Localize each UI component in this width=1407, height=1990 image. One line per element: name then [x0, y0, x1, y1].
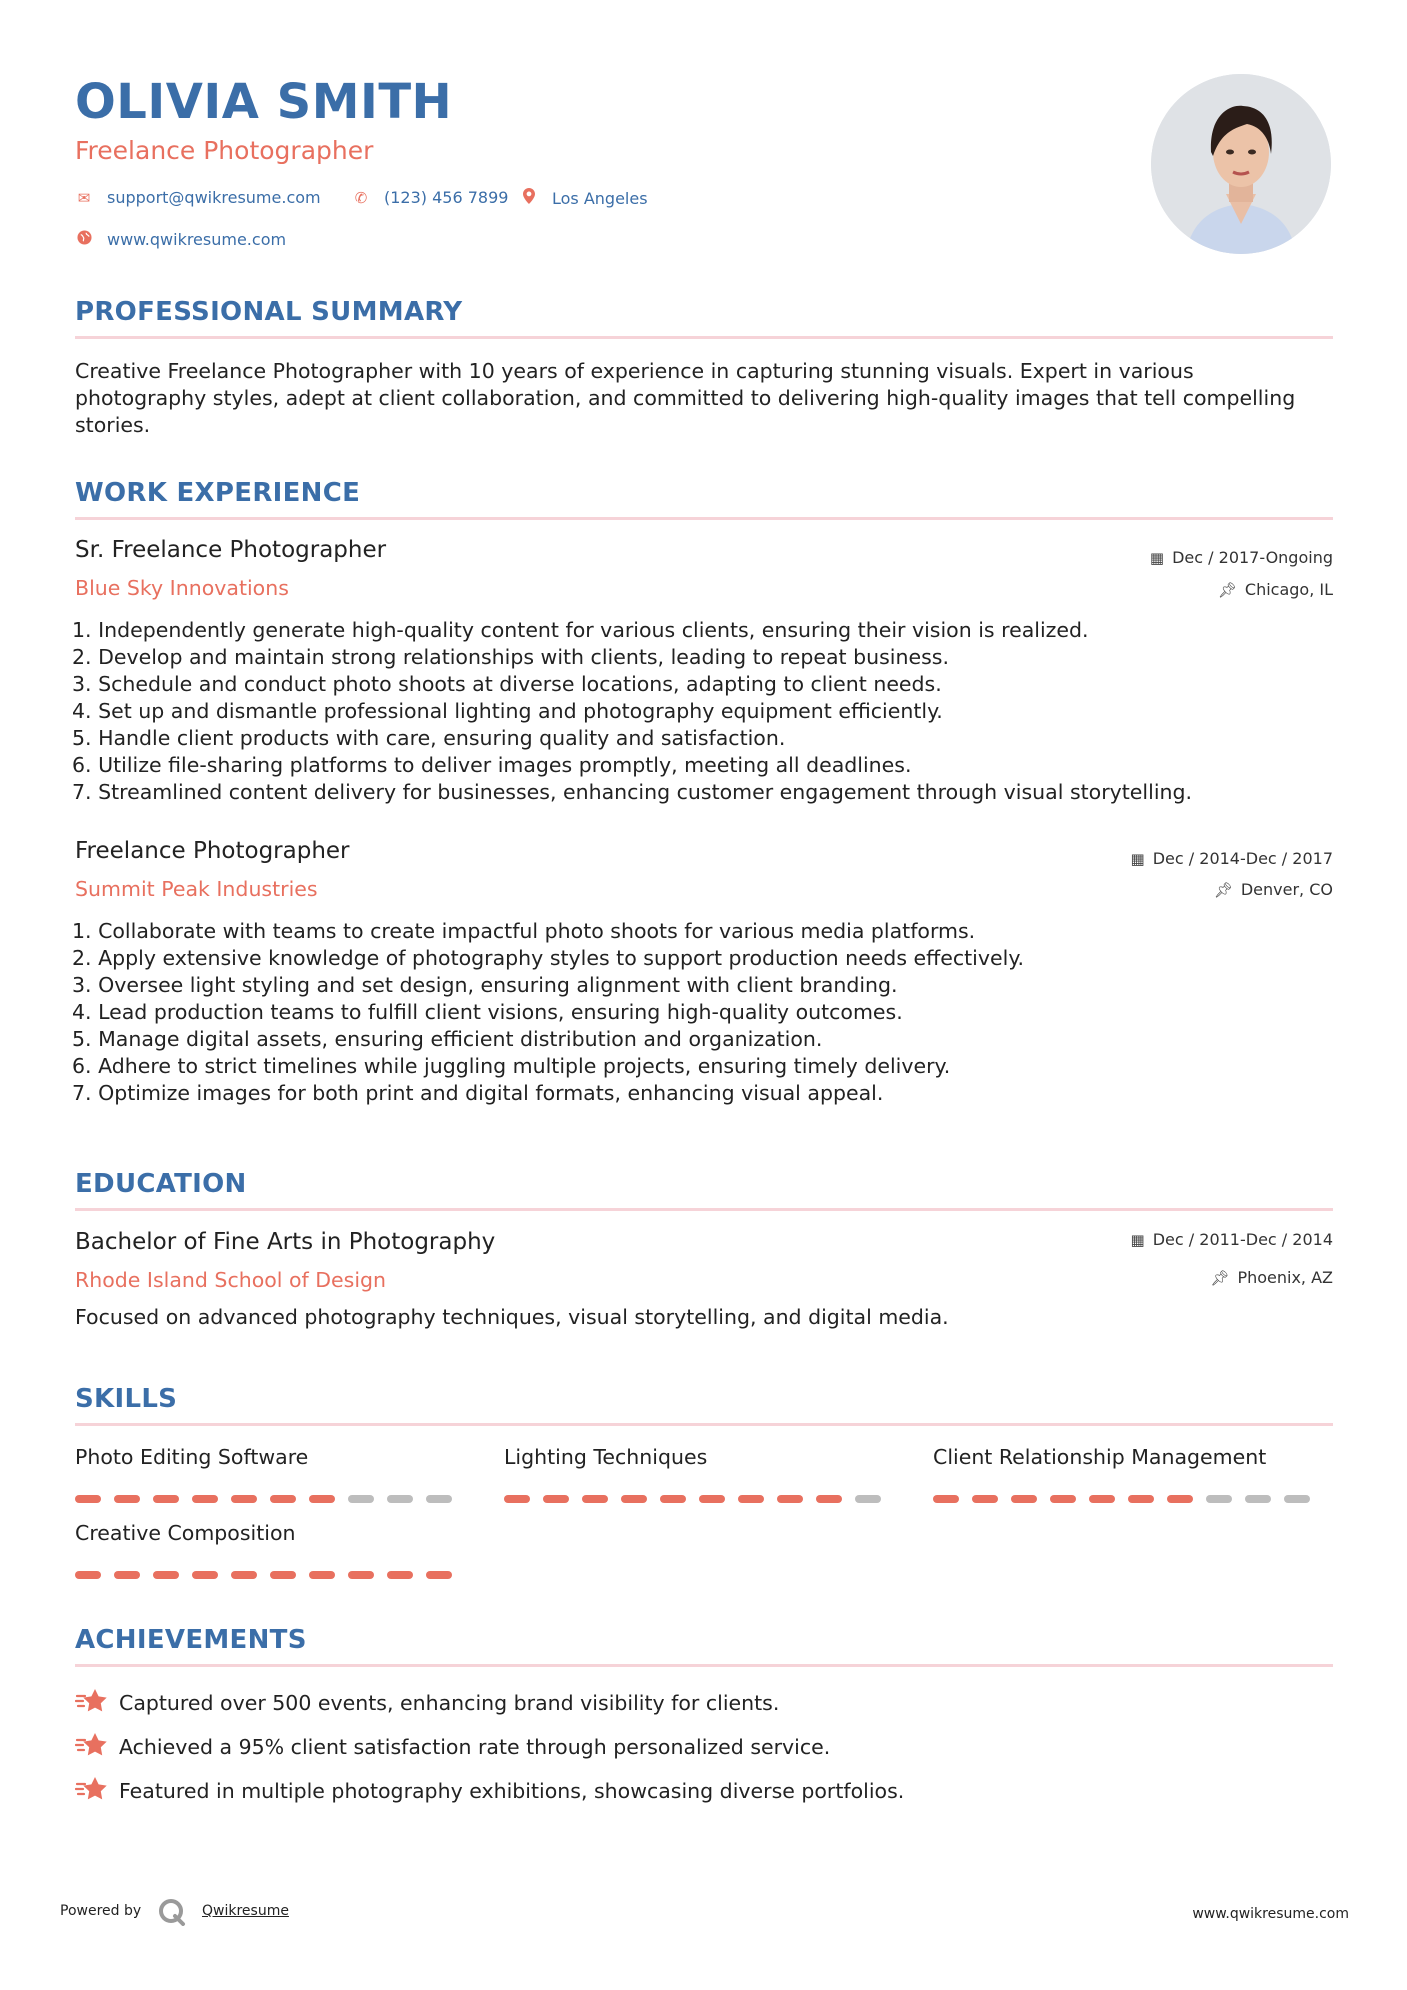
- achievement-text: Captured over 500 events, enhancing brand visibility for clients.: [119, 1690, 780, 1715]
- skill-meter: [504, 1495, 881, 1503]
- job-location-text: Chicago, IL: [1244, 580, 1333, 599]
- summary-text: [75, 358, 1335, 439]
- school-name: Rhode Island School of Design: [75, 1268, 387, 1292]
- powered-by-label: Powered by: [60, 1903, 142, 1919]
- pushpin-icon: 📌︎: [1210, 1268, 1230, 1287]
- pushpin-icon: 📌︎: [1213, 880, 1233, 899]
- skill-dash-filled: [192, 1571, 218, 1579]
- skill-dash-empty: [387, 1495, 413, 1503]
- skill-dash-empty: [855, 1495, 881, 1503]
- map-pin-icon: [520, 188, 538, 208]
- job-company: Blue Sky Innovations: [75, 576, 289, 600]
- skill-name: Creative Composition: [75, 1521, 296, 1545]
- achievements-heading: ACHIEVEMENTS: [75, 1625, 307, 1655]
- education-dates: [1131, 1230, 1333, 1249]
- skill-meter: [933, 1495, 1310, 1503]
- profile-photo: [1151, 74, 1331, 254]
- skill-dash-empty: [1206, 1495, 1232, 1503]
- job-bullets: [72, 918, 1024, 1107]
- skill-dash-filled: [621, 1495, 647, 1503]
- list-item: 5. Handle client products with care, ensuring quality and satisfaction.: [72, 726, 786, 750]
- skill-dash-filled: [270, 1571, 296, 1579]
- contact-location: [520, 188, 648, 208]
- skill-dash-filled: [75, 1571, 101, 1579]
- list-item: 6. Utilize file-sharing platforms to deliver images promptly, meeting all deadlines.: [72, 753, 912, 777]
- skill-dash-filled: [582, 1495, 608, 1503]
- list-item: 4. Set up and dismantle professional lighting and photography equipment efficiently.: [72, 699, 943, 723]
- skill-dash-filled: [1050, 1495, 1076, 1503]
- contact-email[interactable]: [75, 188, 321, 207]
- skill-dash-empty: [348, 1495, 374, 1503]
- skill-dash-empty: [426, 1495, 452, 1503]
- skill-dash-filled: [114, 1571, 140, 1579]
- skill-dash-filled: [660, 1495, 686, 1503]
- location-text: Los Angeles: [552, 188, 648, 208]
- skill-meter: [75, 1571, 452, 1579]
- skill-name: Lighting Techniques: [504, 1445, 708, 1469]
- star-icon: [75, 1731, 109, 1762]
- job-role: Sr. Freelance Photographer: [75, 537, 387, 563]
- achievement-text: Featured in multiple photography exhibitions, showcasing diverse portfolios.: [119, 1778, 905, 1803]
- list-item: 1. Independently generate high-quality content for various clients, ensuring their vision is realized.: [72, 618, 1089, 642]
- skill-dash-filled: [348, 1571, 374, 1579]
- phone-text: (123) 456 7899: [384, 188, 509, 207]
- section-divider: [75, 1664, 1333, 1667]
- skill-name: Photo Editing Software: [75, 1445, 309, 1469]
- list-item: 2. Apply extensive knowledge of photography styles to support production needs effectively.: [72, 946, 1025, 970]
- skill-dash-empty: [1284, 1495, 1310, 1503]
- education-location: [1210, 1268, 1333, 1287]
- education-dates-text: Dec / 2011-Dec / 2014: [1152, 1230, 1333, 1249]
- skill-dash-filled: [816, 1495, 842, 1503]
- job-dates: [1131, 849, 1333, 868]
- achievement-item: [75, 1687, 779, 1718]
- calendar-icon: ▦: [1130, 849, 1145, 868]
- skill-dash-filled: [114, 1495, 140, 1503]
- contact-website[interactable]: [75, 230, 286, 249]
- email-text: support@qwikresume.com: [107, 188, 321, 207]
- skill-dash-filled: [309, 1495, 335, 1503]
- skill-dash-filled: [75, 1495, 101, 1503]
- list-item: 3. Oversee light styling and set design, ensuring alignment with client branding.: [72, 973, 898, 997]
- section-divider: [75, 336, 1333, 339]
- skill-dash-filled: [972, 1495, 998, 1503]
- qwikresume-logo-icon: [158, 1898, 186, 1926]
- footer-url[interactable]: www.qwikresume.com: [1192, 1906, 1349, 1922]
- skill-dash-filled: [231, 1571, 257, 1579]
- candidate-title: Freelance Photographer: [75, 136, 374, 165]
- skill-dash-filled: [1089, 1495, 1115, 1503]
- job-dates-text: Dec / 2017-Ongoing: [1172, 548, 1333, 567]
- globe-icon: [75, 230, 93, 249]
- list-item: 1. Collaborate with teams to create impactful photo shoots for various media platforms.: [72, 919, 976, 943]
- calendar-icon: ▦: [1130, 1230, 1145, 1249]
- skills-heading: SKILLS: [75, 1384, 178, 1414]
- skill-dash-filled: [231, 1495, 257, 1503]
- list-item: 7. Optimize images for both print and digital formats, enhancing visual appeal.: [72, 1081, 884, 1105]
- education-location-text: Phoenix, AZ: [1237, 1268, 1333, 1287]
- pushpin-icon: 📌︎: [1217, 580, 1237, 599]
- skill-dash-filled: [777, 1495, 803, 1503]
- section-divider: [75, 517, 1333, 520]
- summary-line: stories.: [75, 413, 151, 437]
- job-bullets: [72, 617, 1192, 806]
- skill-dash-filled: [504, 1495, 530, 1503]
- section-divider: [75, 1423, 1333, 1426]
- job-dates: [1150, 548, 1333, 567]
- skill-dash-filled: [738, 1495, 764, 1503]
- job-dates-text: Dec / 2014-Dec / 2017: [1152, 849, 1333, 868]
- skill-dash-filled: [153, 1571, 179, 1579]
- star-icon: [75, 1775, 109, 1806]
- job-location-text: Denver, CO: [1240, 880, 1333, 899]
- section-divider: [75, 1208, 1333, 1211]
- skill-name: Client Relationship Management: [933, 1445, 1267, 1469]
- skill-meter: [75, 1495, 452, 1503]
- achievement-item: [75, 1731, 830, 1762]
- list-item: 7. Streamlined content delivery for businesses, enhancing customer engagement through visual storytelling.: [72, 780, 1193, 804]
- skill-dash-empty: [1245, 1495, 1271, 1503]
- skill-dash-filled: [387, 1571, 413, 1579]
- calendar-icon: ▦: [1149, 548, 1165, 567]
- job-location: [1214, 880, 1333, 899]
- education-heading: EDUCATION: [75, 1169, 247, 1199]
- job-company: Summit Peak Industries: [75, 877, 318, 901]
- list-item: 4. Lead production teams to fulfill client visions, ensuring high-quality outcomes.: [72, 1000, 903, 1024]
- candidate-name: OLIVIA SMITH: [75, 74, 453, 130]
- skill-dash-filled: [699, 1495, 725, 1503]
- achievement-item: [75, 1775, 904, 1806]
- website-text: www.qwikresume.com: [107, 230, 287, 249]
- list-item: 6. Adhere to strict timelines while juggling multiple projects, ensuring timely delivery.: [72, 1054, 951, 1078]
- footer-brand-link[interactable]: Qwikresume: [202, 1903, 289, 1919]
- skill-dash-filled: [309, 1571, 335, 1579]
- list-item: 3. Schedule and conduct photo shoots at diverse locations, adapting to client needs.: [72, 672, 942, 696]
- experience-heading: WORK EXPERIENCE: [75, 478, 361, 508]
- star-icon: [75, 1687, 109, 1718]
- skill-dash-filled: [1011, 1495, 1037, 1503]
- phone-icon: ✆: [354, 188, 368, 207]
- list-item: 2. Develop and maintain strong relationships with clients, leading to repeat business.: [72, 645, 949, 669]
- achievement-text: Achieved a 95% client satisfaction rate through personalized service.: [119, 1734, 831, 1759]
- skill-dash-filled: [153, 1495, 179, 1503]
- skill-dash-filled: [933, 1495, 959, 1503]
- skill-dash-filled: [543, 1495, 569, 1503]
- summary-line: photography styles, adept at client collaboration, and committed to delivering high-quality images that tell compelling: [75, 386, 1296, 410]
- summary-heading: PROFESSIONAL SUMMARY: [75, 297, 463, 327]
- contact-phone[interactable]: [352, 188, 508, 207]
- envelope-icon: ✉: [77, 188, 91, 207]
- job-role: Freelance Photographer: [75, 838, 350, 864]
- degree-title: Bachelor of Fine Arts in Photography: [75, 1229, 496, 1255]
- education-description: Focused on advanced photography techniques, visual storytelling, and digital media.: [75, 1305, 949, 1329]
- skill-dash-filled: [1128, 1495, 1154, 1503]
- skill-dash-filled: [192, 1495, 218, 1503]
- skill-dash-filled: [270, 1495, 296, 1503]
- summary-line: Creative Freelance Photographer with 10 years of experience in capturing stunning visuals. Expert in various: [75, 359, 1194, 383]
- list-item: 5. Manage digital assets, ensuring efficient distribution and organization.: [72, 1027, 823, 1051]
- skill-dash-filled: [426, 1571, 452, 1579]
- skill-dash-filled: [1167, 1495, 1193, 1503]
- job-location: [1218, 580, 1333, 599]
